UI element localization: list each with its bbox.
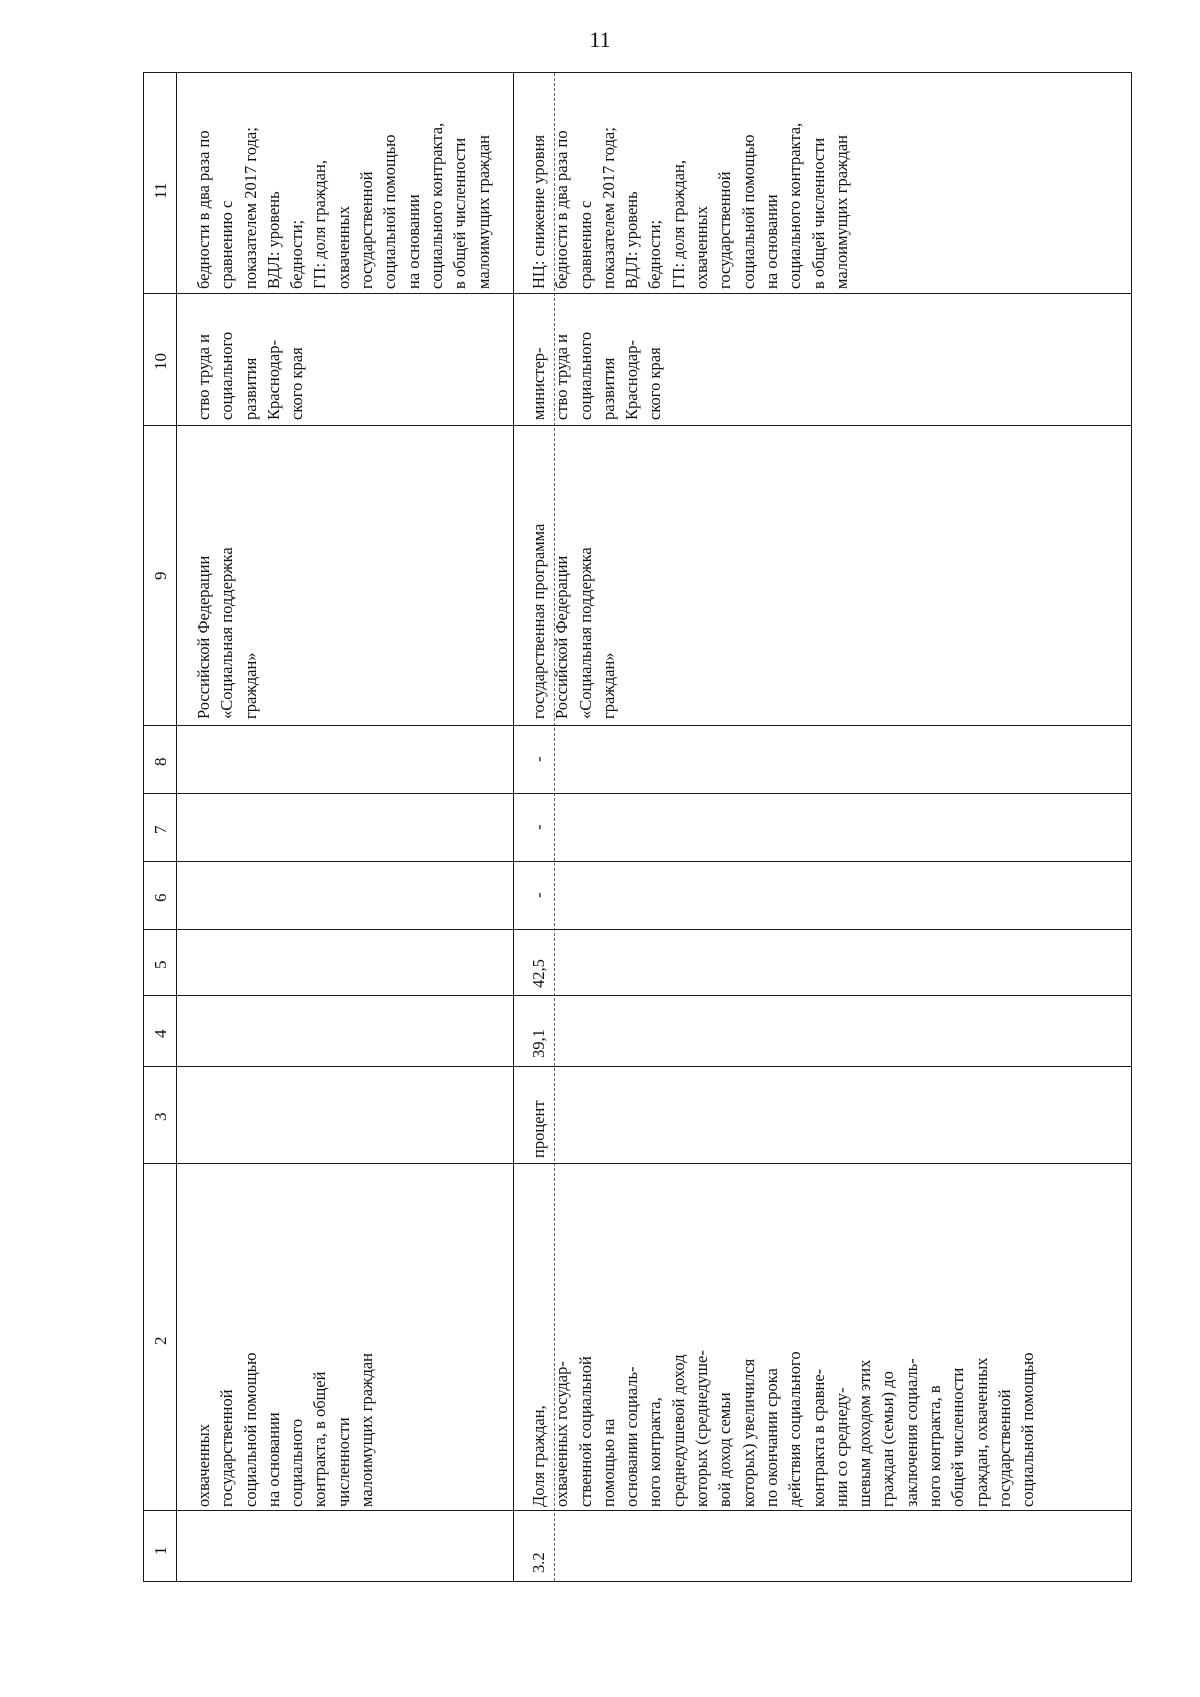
row-3-2-unit: процент bbox=[529, 1100, 548, 1158]
row-3-2-goals: НЦ: снижение уровня бедности в два раза по сравнению с показателем 2017 года; ВДЛ: уровень бедности; ГП: доля граждан, охваченных государственной социальной помощью на основании социального контракта, в общей численности малоимущих граждан bbox=[529, 122, 851, 289]
header-col-9: 9 bbox=[151, 571, 170, 580]
col-divider-4-5 bbox=[144, 995, 1131, 996]
cont-row-responsible: ство труда и социального развития Краснодар- ского края bbox=[194, 331, 307, 420]
row-divider bbox=[513, 73, 514, 1581]
col-divider-6-7 bbox=[144, 861, 1131, 862]
header-col-5: 5 bbox=[151, 960, 170, 969]
col-divider-10-11 bbox=[144, 293, 1131, 294]
row-3-2-number: 3.2 bbox=[529, 1552, 548, 1573]
header-col-3: 3 bbox=[151, 1112, 170, 1121]
col-divider-3-4 bbox=[144, 1066, 1131, 1067]
header-col-8: 8 bbox=[151, 757, 170, 766]
col-divider-7-8 bbox=[144, 793, 1131, 794]
header-col-2: 2 bbox=[151, 1336, 170, 1345]
row-3-2-value-6: - bbox=[529, 892, 548, 898]
row-3-2-value-8: - bbox=[529, 756, 548, 762]
row-3-2-responsible: министер- ство труда и социального развития Краснодар- ского края bbox=[529, 331, 665, 420]
cont-row-goals: бедности в два раза по сравнению с показателем 2017 года; ВДЛ: уровень бедности; ГП: доля граждан, охваченных государственной социальной помощью на основании социального контракта, в общей численности малоимущих граждан bbox=[194, 122, 493, 289]
col-divider-9-10 bbox=[144, 425, 1131, 426]
col-divider-8-9 bbox=[144, 725, 1131, 726]
header-col-4: 4 bbox=[151, 1029, 170, 1038]
col-divider-5-6 bbox=[144, 929, 1131, 930]
row-3-2-indicator-name: Доля граждан, охваченных государ- ственной социальной помощью на основании социаль- ного контракта, среднедушевой доход которых (среднедуше- вой доход семьи которых) увеличился по окончании срока действия социального контракта в сравне- нии со среднеду- шевым доходом этих граждан (семьи) до заключения социаль- ного контракта, в общей численности граждан, охваченных государственной социальной помощью bbox=[529, 1350, 1038, 1507]
cont-row-indicator-name: охваченных государственной социальной помощью на основании социального контракта, в общей численности малоимущих граждан bbox=[194, 1352, 377, 1507]
header-col-11: 11 bbox=[151, 182, 170, 199]
indicator-table bbox=[143, 72, 1132, 1582]
row-3-2-value-5: 42,5 bbox=[529, 959, 548, 988]
col-divider-2-3 bbox=[144, 1163, 1131, 1164]
row-divider-header bbox=[176, 73, 177, 1581]
header-col-10: 10 bbox=[151, 353, 170, 370]
cont-row-program: Российской Федерации «Социальная поддержка граждан» bbox=[194, 547, 260, 719]
header-col-1: 1 bbox=[151, 1546, 170, 1555]
page-number: 11 bbox=[589, 27, 611, 52]
header-col-7: 7 bbox=[151, 825, 170, 834]
row-3-2-value-4: 39,1 bbox=[529, 1029, 548, 1058]
row-3-2-value-7: - bbox=[529, 824, 548, 830]
row-3-2-program: государственная программа Российской Федерации «Социальная поддержка граждан» bbox=[529, 523, 618, 719]
col-divider-1-2 bbox=[144, 1510, 1131, 1511]
header-col-6: 6 bbox=[151, 893, 170, 902]
